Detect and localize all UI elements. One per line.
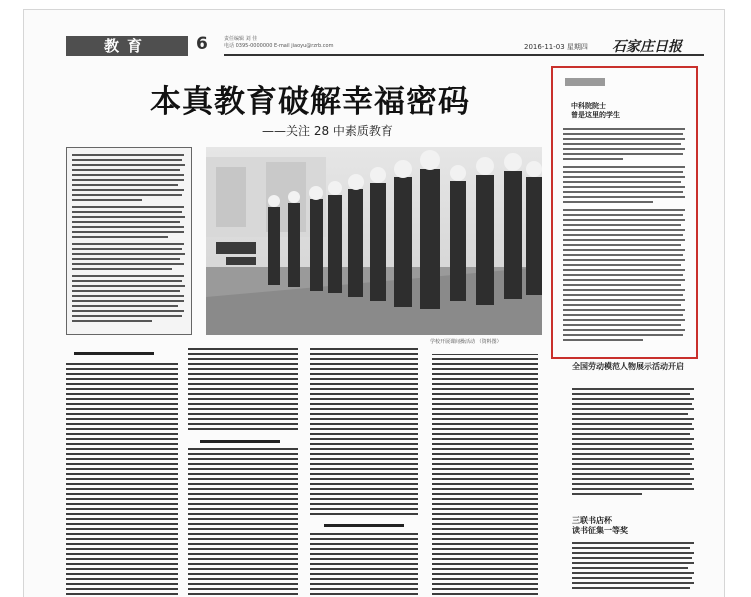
issue-date: 2016-11-03 星期四 [524,43,588,51]
right-story-title: 全国劳动模范人物展示活动开启 [572,362,684,371]
highlighted-sidebar [551,66,698,359]
masthead-logo: 石家庄日报 [612,39,682,55]
sidebar-title-line: 曾是这里的学生 [571,111,620,119]
body-columns [66,348,546,597]
headline: 本真教育破解幸福密码 [150,84,470,120]
editor-line: 责任编辑 刘 佳 [224,36,258,42]
right-story-text [572,388,696,508]
right-story-title: 三联书店杯 读书征集一等奖 [572,516,628,535]
sidebar-title [571,102,681,120]
article-photo [206,147,542,335]
section-tab: 教育 [66,36,188,56]
editor-line: 电话 0395-0000000 E-mail jiaoyu@rzrb.com [224,43,334,49]
sidebar-tag [565,78,605,86]
photo-caption: 学校开展课间操活动 （资料图） [430,339,502,345]
editor-info [224,36,404,50]
subheadline: ——关注 28 中素质教育 [262,124,393,138]
sidebar-title-line: 中科院院士 [571,102,606,110]
intro-box [66,147,192,335]
sidebar-text-lines [563,128,688,353]
intro-text-lines [67,148,191,334]
right-story-text [572,542,696,592]
page-number: 6 [196,34,208,54]
